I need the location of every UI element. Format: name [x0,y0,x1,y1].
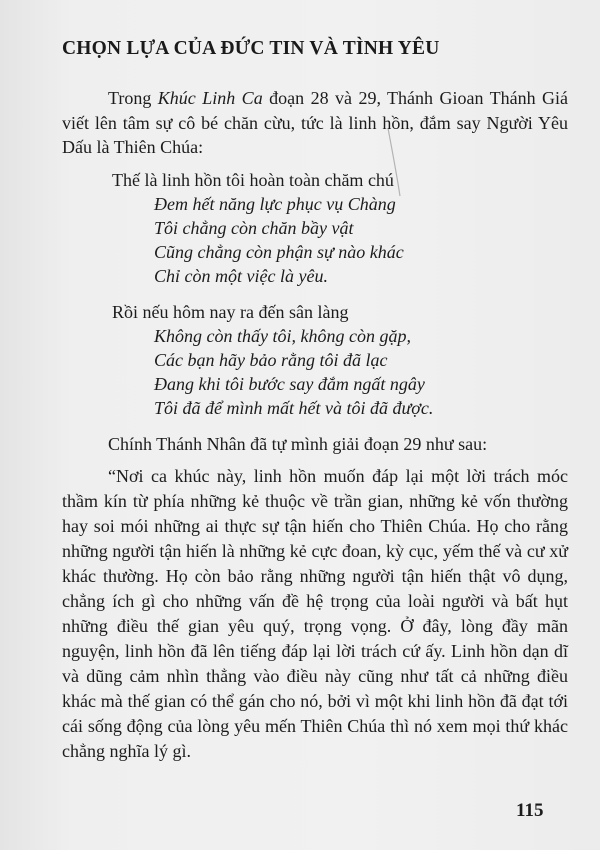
quote-paragraph: “Nơi ca khúc này, linh hồn muốn đáp lại một lời trách móc thầm kín từ phía những kẻ thuộc về trần gian, những kẻ vốn thường hay soi mói những ai thực sự tận hiến cho Thiên Chúa. Họ cho rằng những người tận hiến là những kẻ cực đoan, kỳ cục, yếm thế và cư xử khác thường. Họ còn bảo rằng những người tận hiến thật vô dụng, chẳng ích gì cho những vấn đề hệ trọng của loài người và bất hụt những điều thế gian yêu quý, trọng vọng. Ở đây, lòng đầy mãn nguyện, linh hồn đã lên tiếng đáp lại lời trách cứ ấy. Linh hồn dạn dĩ và dũng cảm nhìn thẳng vào điều này cũng như tất cả những điều khác mà thế gian có thể gán cho nó, bởi vì một khi linh hồn đã đạt tới cái sống động của lòng yêu mến Thiên Chúa thì nó xem mọi thứ khác chẳng nghĩa lý gì. [62,466,568,761]
page-content [62,38,568,764]
verse-line: Cũng chẳng còn phận sự nào khác [154,241,404,262]
verse-line: Các bạn hãy bảo rằng tôi đã lạc [154,349,388,370]
verse-line: Không còn thấy tôi, không còn gặp, [154,325,411,346]
verse-line: Rồi nếu hôm nay ra đến sân làng [112,301,349,322]
verse-line: Thế là linh hồn tôi hoàn toàn chăm chú [112,169,394,190]
chapter-title: CHỌN LỰA CỦA ĐỨC TIN VÀ TÌNH YÊU [62,38,440,59]
verse-stanza-1 [62,168,568,288]
verse-line: Tôi chẳng còn chăn bầy vật [154,217,354,238]
intro-text-before: Trong [108,88,158,108]
intro-paragraph [62,86,568,160]
verse-line: Chỉ còn một việc là yêu. [154,265,328,286]
work-title: Khúc Linh Ca [157,88,263,108]
intro-text-after: đoạn 28 và 29, Thánh Gioan Thánh Giá viết lên tâm sự cô bé chăn cừu, tức là linh hồn, đắm say Người Yêu Dấu là Thiên Chúa: [62,88,569,157]
verse-line: Tôi đã để mình mất hết và tôi đã được. [154,397,434,418]
explanation-line: Chính Thánh Nhân đã tự mình giải đoạn 29 như sau: [108,433,488,454]
page-number: 115 [516,800,544,821]
verse-stanza-2 [62,300,568,420]
verse-line: Đang khi tôi bước say đắm ngất ngây [154,373,425,394]
verse-line: Đem hết năng lực phục vụ Chàng [154,193,396,214]
